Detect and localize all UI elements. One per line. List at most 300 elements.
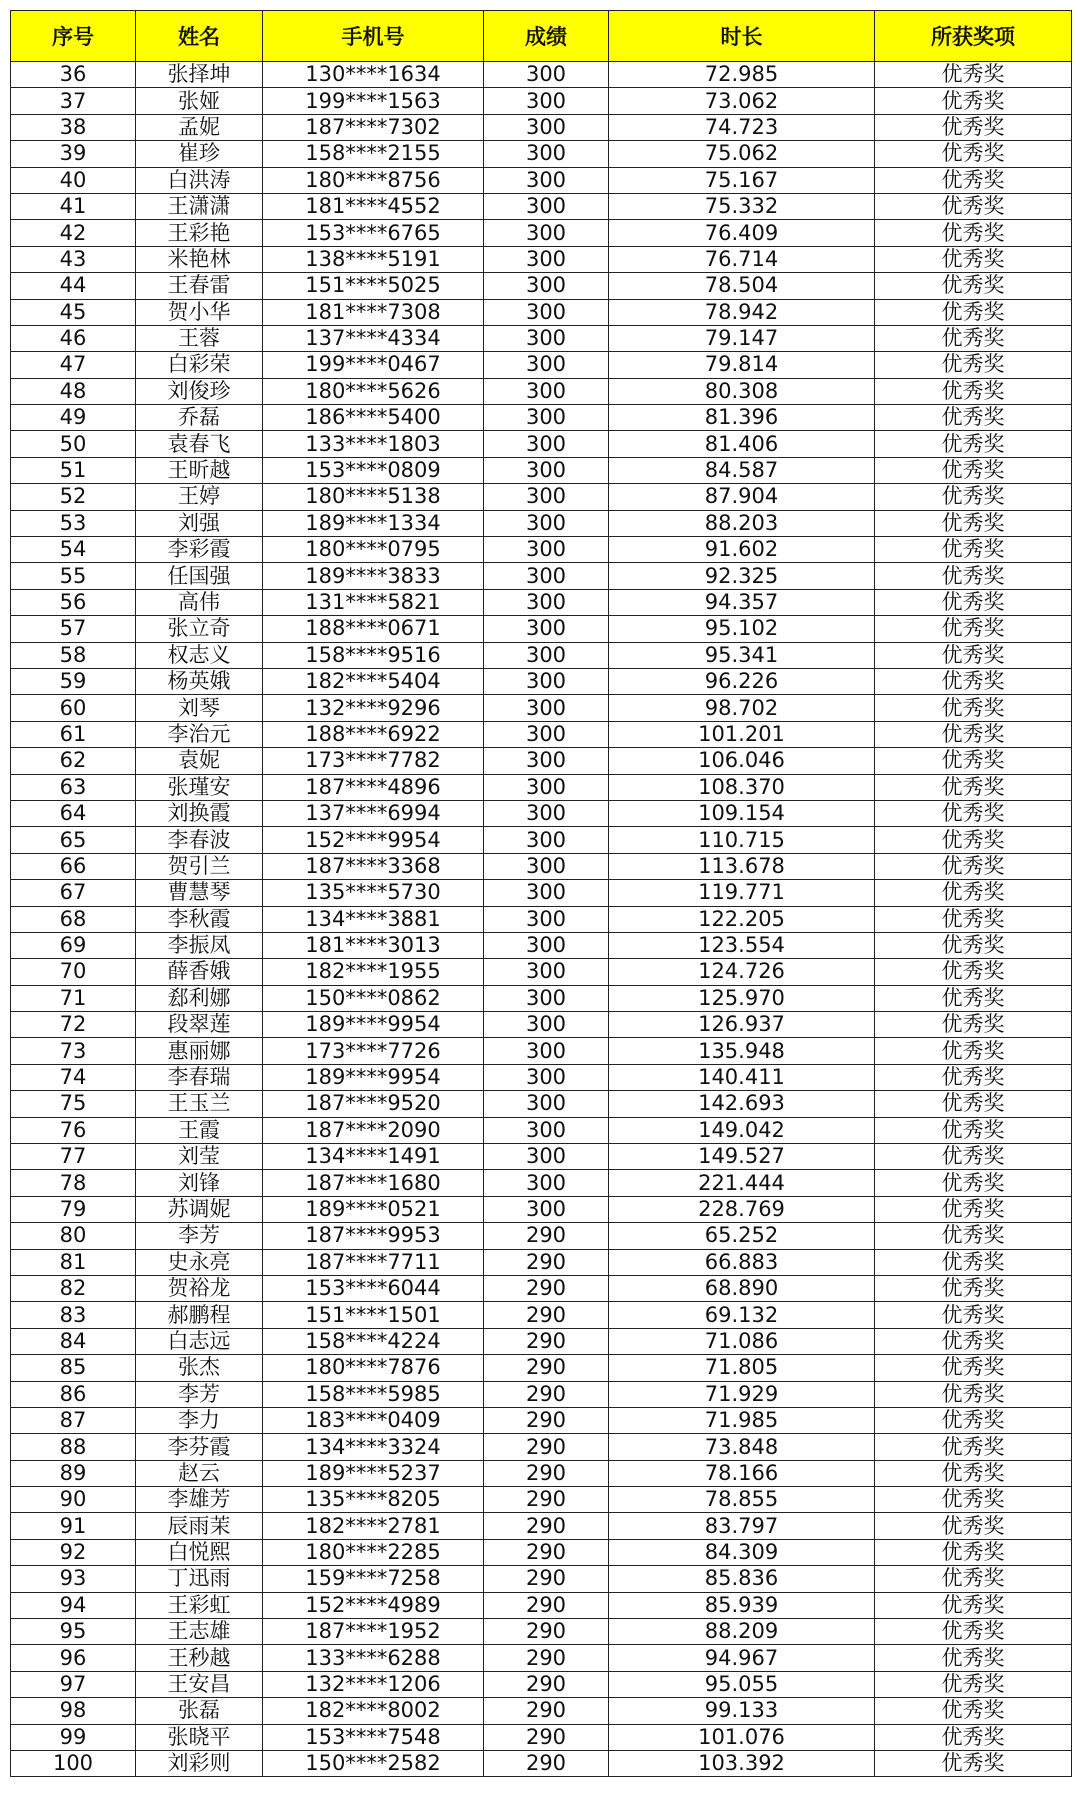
cell-phone: 189****9954 [263, 1012, 484, 1038]
cell-score: 300 [484, 299, 609, 325]
cell-phone: 153****6044 [263, 1275, 484, 1301]
cell-index: 60 [11, 695, 136, 721]
cell-name: 王玉兰 [136, 1091, 263, 1117]
cell-phone: 153****0809 [263, 457, 484, 483]
cell-phone: 187****4896 [263, 774, 484, 800]
cell-phone: 186****5400 [263, 405, 484, 431]
cell-duration: 69.132 [609, 1302, 875, 1328]
table-row [11, 932, 1072, 958]
cell-index: 49 [11, 405, 136, 431]
cell-index: 65 [11, 827, 136, 853]
cell-index: 97 [11, 1671, 136, 1697]
cell-duration: 95.102 [609, 616, 875, 642]
cell-index: 38 [11, 114, 136, 140]
cell-name: 贺小华 [136, 299, 263, 325]
table-row [11, 1513, 1072, 1539]
cell-duration: 228.769 [609, 1196, 875, 1222]
cell-score: 300 [484, 1064, 609, 1090]
cell-duration: 75.332 [609, 193, 875, 219]
cell-index: 85 [11, 1355, 136, 1381]
cell-name: 刘莹 [136, 1144, 263, 1170]
cell-index: 74 [11, 1064, 136, 1090]
cell-award: 优秀奖 [875, 1275, 1072, 1301]
cell-index: 91 [11, 1513, 136, 1539]
cell-index: 43 [11, 246, 136, 272]
cell-score: 300 [484, 932, 609, 958]
cell-phone: 189****3833 [263, 563, 484, 589]
cell-name: 曹慧琴 [136, 880, 263, 906]
cell-name: 张瑾安 [136, 774, 263, 800]
cell-phone: 187****2090 [263, 1117, 484, 1143]
cell-duration: 74.723 [609, 114, 875, 140]
cell-index: 57 [11, 616, 136, 642]
cell-award: 优秀奖 [875, 827, 1072, 853]
cell-phone: 134****3881 [263, 906, 484, 932]
cell-duration: 113.678 [609, 853, 875, 879]
header-award: 所获奖项 [875, 11, 1072, 62]
cell-award: 优秀奖 [875, 721, 1072, 747]
cell-index: 36 [11, 62, 136, 88]
table-row [11, 1381, 1072, 1407]
cell-score: 290 [484, 1698, 609, 1724]
cell-award: 优秀奖 [875, 62, 1072, 88]
table-row [11, 906, 1072, 932]
cell-score: 300 [484, 800, 609, 826]
cell-name: 张晓平 [136, 1724, 263, 1750]
table-row [11, 985, 1072, 1011]
cell-name: 王安昌 [136, 1671, 263, 1697]
cell-phone: 181****4552 [263, 193, 484, 219]
cell-award: 优秀奖 [875, 880, 1072, 906]
cell-name: 郝鹏程 [136, 1302, 263, 1328]
table-row [11, 167, 1072, 193]
cell-index: 90 [11, 1487, 136, 1513]
cell-award: 优秀奖 [875, 141, 1072, 167]
cell-award: 优秀奖 [875, 1592, 1072, 1618]
cell-phone: 187****9520 [263, 1091, 484, 1117]
cell-name: 刘俊珍 [136, 378, 263, 404]
cell-score: 300 [484, 114, 609, 140]
table-row [11, 405, 1072, 431]
table-row [11, 1592, 1072, 1618]
cell-duration: 142.693 [609, 1091, 875, 1117]
cell-phone: 135****8205 [263, 1487, 484, 1513]
cell-duration: 71.086 [609, 1328, 875, 1354]
cell-name: 李春瑞 [136, 1064, 263, 1090]
cell-index: 87 [11, 1407, 136, 1433]
cell-duration: 125.970 [609, 985, 875, 1011]
cell-phone: 187****1680 [263, 1170, 484, 1196]
cell-name: 惠丽娜 [136, 1038, 263, 1064]
table-row [11, 642, 1072, 668]
cell-duration: 92.325 [609, 563, 875, 589]
table-row [11, 1223, 1072, 1249]
cell-phone: 188****0671 [263, 616, 484, 642]
table-row [11, 273, 1072, 299]
cell-award: 优秀奖 [875, 642, 1072, 668]
cell-duration: 88.203 [609, 510, 875, 536]
cell-phone: 133****6288 [263, 1645, 484, 1671]
cell-score: 300 [484, 484, 609, 510]
cell-name: 李芳 [136, 1223, 263, 1249]
table-row [11, 352, 1072, 378]
cell-index: 98 [11, 1698, 136, 1724]
cell-duration: 106.046 [609, 748, 875, 774]
cell-score: 300 [484, 325, 609, 351]
cell-index: 83 [11, 1302, 136, 1328]
cell-phone: 158****5985 [263, 1381, 484, 1407]
cell-phone: 173****7782 [263, 748, 484, 774]
table-row [11, 563, 1072, 589]
cell-duration: 99.133 [609, 1698, 875, 1724]
table-row [11, 193, 1072, 219]
cell-name: 白悦熙 [136, 1539, 263, 1565]
cell-duration: 80.308 [609, 378, 875, 404]
cell-duration: 65.252 [609, 1223, 875, 1249]
cell-phone: 132****9296 [263, 695, 484, 721]
cell-name: 刘强 [136, 510, 263, 536]
cell-score: 300 [484, 431, 609, 457]
cell-index: 37 [11, 88, 136, 114]
cell-name: 袁妮 [136, 748, 263, 774]
table-row [11, 1698, 1072, 1724]
cell-duration: 109.154 [609, 800, 875, 826]
cell-award: 优秀奖 [875, 748, 1072, 774]
cell-score: 290 [484, 1355, 609, 1381]
cell-award: 优秀奖 [875, 1381, 1072, 1407]
cell-name: 张杰 [136, 1355, 263, 1381]
table-row [11, 1144, 1072, 1170]
cell-phone: 188****6922 [263, 721, 484, 747]
header-score: 成绩 [484, 11, 609, 62]
cell-phone: 131****5821 [263, 589, 484, 615]
cell-name: 李芬霞 [136, 1434, 263, 1460]
cell-score: 300 [484, 774, 609, 800]
cell-duration: 71.929 [609, 1381, 875, 1407]
cell-award: 优秀奖 [875, 510, 1072, 536]
table-row [11, 220, 1072, 246]
cell-index: 76 [11, 1117, 136, 1143]
cell-score: 300 [484, 589, 609, 615]
cell-award: 优秀奖 [875, 1407, 1072, 1433]
cell-award: 优秀奖 [875, 1328, 1072, 1354]
cell-name: 张择坤 [136, 62, 263, 88]
cell-name: 张娅 [136, 88, 263, 114]
cell-phone: 189****5237 [263, 1460, 484, 1486]
cell-score: 290 [484, 1513, 609, 1539]
cell-name: 李振凤 [136, 932, 263, 958]
cell-duration: 94.357 [609, 589, 875, 615]
cell-duration: 94.967 [609, 1645, 875, 1671]
cell-index: 86 [11, 1381, 136, 1407]
cell-duration: 110.715 [609, 827, 875, 853]
cell-index: 52 [11, 484, 136, 510]
table-row [11, 325, 1072, 351]
cell-index: 99 [11, 1724, 136, 1750]
cell-phone: 182****2781 [263, 1513, 484, 1539]
cell-award: 优秀奖 [875, 1117, 1072, 1143]
cell-phone: 153****6765 [263, 220, 484, 246]
cell-score: 290 [484, 1619, 609, 1645]
cell-duration: 108.370 [609, 774, 875, 800]
cell-index: 68 [11, 906, 136, 932]
cell-phone: 138****5191 [263, 246, 484, 272]
cell-duration: 124.726 [609, 959, 875, 985]
cell-index: 88 [11, 1434, 136, 1460]
cell-award: 优秀奖 [875, 431, 1072, 457]
cell-award: 优秀奖 [875, 1170, 1072, 1196]
cell-award: 优秀奖 [875, 167, 1072, 193]
cell-score: 300 [484, 141, 609, 167]
cell-name: 白志远 [136, 1328, 263, 1354]
table-row [11, 88, 1072, 114]
cell-duration: 81.396 [609, 405, 875, 431]
cell-score: 290 [484, 1407, 609, 1433]
cell-index: 79 [11, 1196, 136, 1222]
cell-award: 优秀奖 [875, 906, 1072, 932]
table-row [11, 616, 1072, 642]
cell-score: 290 [484, 1539, 609, 1565]
cell-name: 赵云 [136, 1460, 263, 1486]
cell-index: 62 [11, 748, 136, 774]
cell-score: 300 [484, 457, 609, 483]
cell-duration: 78.855 [609, 1487, 875, 1513]
cell-score: 300 [484, 1144, 609, 1170]
table-row [11, 1117, 1072, 1143]
cell-duration: 71.985 [609, 1407, 875, 1433]
cell-index: 100 [11, 1751, 136, 1777]
cell-score: 300 [484, 193, 609, 219]
cell-score: 300 [484, 1196, 609, 1222]
table-row [11, 1170, 1072, 1196]
cell-award: 优秀奖 [875, 985, 1072, 1011]
cell-phone: 180****0795 [263, 537, 484, 563]
cell-phone: 187****9953 [263, 1223, 484, 1249]
cell-phone: 187****7302 [263, 114, 484, 140]
cell-award: 优秀奖 [875, 1698, 1072, 1724]
table-row [11, 721, 1072, 747]
cell-duration: 72.985 [609, 62, 875, 88]
table-row [11, 880, 1072, 906]
cell-index: 78 [11, 1170, 136, 1196]
cell-award: 优秀奖 [875, 695, 1072, 721]
cell-name: 张磊 [136, 1698, 263, 1724]
cell-award: 优秀奖 [875, 1038, 1072, 1064]
cell-name: 薛香娥 [136, 959, 263, 985]
table-row [11, 774, 1072, 800]
cell-score: 300 [484, 352, 609, 378]
cell-index: 47 [11, 352, 136, 378]
cell-name: 白彩荣 [136, 352, 263, 378]
cell-score: 290 [484, 1460, 609, 1486]
cell-duration: 73.848 [609, 1434, 875, 1460]
table-row [11, 1038, 1072, 1064]
table-row [11, 1064, 1072, 1090]
cell-name: 段翠莲 [136, 1012, 263, 1038]
cell-index: 42 [11, 220, 136, 246]
cell-award: 优秀奖 [875, 1196, 1072, 1222]
cell-phone: 158****4224 [263, 1328, 484, 1354]
cell-score: 300 [484, 273, 609, 299]
cell-score: 300 [484, 1170, 609, 1196]
cell-duration: 221.444 [609, 1170, 875, 1196]
cell-phone: 134****3324 [263, 1434, 484, 1460]
cell-name: 苏调妮 [136, 1196, 263, 1222]
cell-name: 郄利娜 [136, 985, 263, 1011]
cell-duration: 140.411 [609, 1064, 875, 1090]
cell-name: 张立奇 [136, 616, 263, 642]
cell-award: 优秀奖 [875, 1619, 1072, 1645]
cell-award: 优秀奖 [875, 853, 1072, 879]
cell-name: 杨英娥 [136, 668, 263, 694]
cell-score: 300 [484, 642, 609, 668]
cell-phone: 152****4989 [263, 1592, 484, 1618]
cell-phone: 199****0467 [263, 352, 484, 378]
cell-name: 袁春飞 [136, 431, 263, 457]
cell-name: 贺裕龙 [136, 1275, 263, 1301]
cell-duration: 85.939 [609, 1592, 875, 1618]
cell-index: 80 [11, 1223, 136, 1249]
cell-score: 300 [484, 405, 609, 431]
cell-name: 李彩霞 [136, 537, 263, 563]
cell-score: 300 [484, 668, 609, 694]
cell-index: 94 [11, 1592, 136, 1618]
cell-score: 290 [484, 1223, 609, 1249]
cell-index: 77 [11, 1144, 136, 1170]
cell-award: 优秀奖 [875, 88, 1072, 114]
cell-award: 优秀奖 [875, 1566, 1072, 1592]
header-duration: 时长 [609, 11, 875, 62]
cell-phone: 152****9954 [263, 827, 484, 853]
cell-index: 56 [11, 589, 136, 615]
cell-index: 69 [11, 932, 136, 958]
cell-score: 300 [484, 827, 609, 853]
cell-phone: 132****1206 [263, 1671, 484, 1697]
cell-index: 67 [11, 880, 136, 906]
cell-phone: 133****1803 [263, 431, 484, 457]
cell-name: 米艳林 [136, 246, 263, 272]
table-row [11, 1671, 1072, 1697]
table-row [11, 484, 1072, 510]
cell-award: 优秀奖 [875, 1724, 1072, 1750]
cell-name: 李芳 [136, 1381, 263, 1407]
table-row [11, 668, 1072, 694]
table-row [11, 299, 1072, 325]
cell-duration: 135.948 [609, 1038, 875, 1064]
cell-duration: 119.771 [609, 880, 875, 906]
cell-award: 优秀奖 [875, 220, 1072, 246]
cell-phone: 137****6994 [263, 800, 484, 826]
cell-score: 290 [484, 1381, 609, 1407]
cell-phone: 135****5730 [263, 880, 484, 906]
cell-name: 李秋霞 [136, 906, 263, 932]
cell-award: 优秀奖 [875, 1249, 1072, 1275]
cell-phone: 180****5138 [263, 484, 484, 510]
cell-index: 93 [11, 1566, 136, 1592]
cell-duration: 101.076 [609, 1724, 875, 1750]
cell-name: 乔磊 [136, 405, 263, 431]
cell-duration: 76.409 [609, 220, 875, 246]
table-row [11, 1434, 1072, 1460]
table-row [11, 457, 1072, 483]
cell-score: 300 [484, 1117, 609, 1143]
cell-index: 84 [11, 1328, 136, 1354]
cell-name: 刘彩则 [136, 1751, 263, 1777]
table-row [11, 1407, 1072, 1433]
cell-index: 55 [11, 563, 136, 589]
cell-award: 优秀奖 [875, 616, 1072, 642]
cell-score: 290 [484, 1434, 609, 1460]
cell-duration: 149.527 [609, 1144, 875, 1170]
cell-duration: 126.937 [609, 1012, 875, 1038]
cell-phone: 180****8756 [263, 167, 484, 193]
cell-phone: 180****7876 [263, 1355, 484, 1381]
cell-name: 王彩虹 [136, 1592, 263, 1618]
cell-phone: 187****7711 [263, 1249, 484, 1275]
table-row [11, 1619, 1072, 1645]
cell-award: 优秀奖 [875, 1539, 1072, 1565]
cell-name: 李治元 [136, 721, 263, 747]
cell-name: 史永亮 [136, 1249, 263, 1275]
cell-index: 66 [11, 853, 136, 879]
cell-duration: 71.805 [609, 1355, 875, 1381]
cell-duration: 75.167 [609, 167, 875, 193]
cell-name: 任国强 [136, 563, 263, 589]
table-row [11, 62, 1072, 88]
cell-duration: 122.205 [609, 906, 875, 932]
cell-score: 290 [484, 1302, 609, 1328]
cell-duration: 79.147 [609, 325, 875, 351]
cell-phone: 130****1634 [263, 62, 484, 88]
cell-phone: 189****1334 [263, 510, 484, 536]
cell-name: 李雄芳 [136, 1487, 263, 1513]
cell-duration: 95.055 [609, 1671, 875, 1697]
cell-name: 白洪涛 [136, 167, 263, 193]
cell-award: 优秀奖 [875, 299, 1072, 325]
results-table [10, 10, 1072, 1777]
table-row [11, 1539, 1072, 1565]
cell-award: 优秀奖 [875, 537, 1072, 563]
cell-score: 290 [484, 1249, 609, 1275]
cell-index: 54 [11, 537, 136, 563]
cell-phone: 158****2155 [263, 141, 484, 167]
cell-name: 刘锋 [136, 1170, 263, 1196]
cell-index: 70 [11, 959, 136, 985]
cell-award: 优秀奖 [875, 959, 1072, 985]
cell-phone: 153****7548 [263, 1724, 484, 1750]
table-row [11, 1355, 1072, 1381]
cell-index: 46 [11, 325, 136, 351]
cell-name: 王蓉 [136, 325, 263, 351]
cell-award: 优秀奖 [875, 1091, 1072, 1117]
cell-name: 王婷 [136, 484, 263, 510]
cell-score: 300 [484, 537, 609, 563]
cell-index: 44 [11, 273, 136, 299]
cell-index: 58 [11, 642, 136, 668]
cell-duration: 73.062 [609, 88, 875, 114]
cell-award: 优秀奖 [875, 1355, 1072, 1381]
cell-award: 优秀奖 [875, 1513, 1072, 1539]
cell-score: 300 [484, 616, 609, 642]
cell-score: 290 [484, 1671, 609, 1697]
cell-duration: 78.942 [609, 299, 875, 325]
table-row [11, 1751, 1072, 1777]
cell-award: 优秀奖 [875, 352, 1072, 378]
cell-duration: 123.554 [609, 932, 875, 958]
cell-award: 优秀奖 [875, 1460, 1072, 1486]
cell-name: 辰雨茉 [136, 1513, 263, 1539]
table-row [11, 748, 1072, 774]
